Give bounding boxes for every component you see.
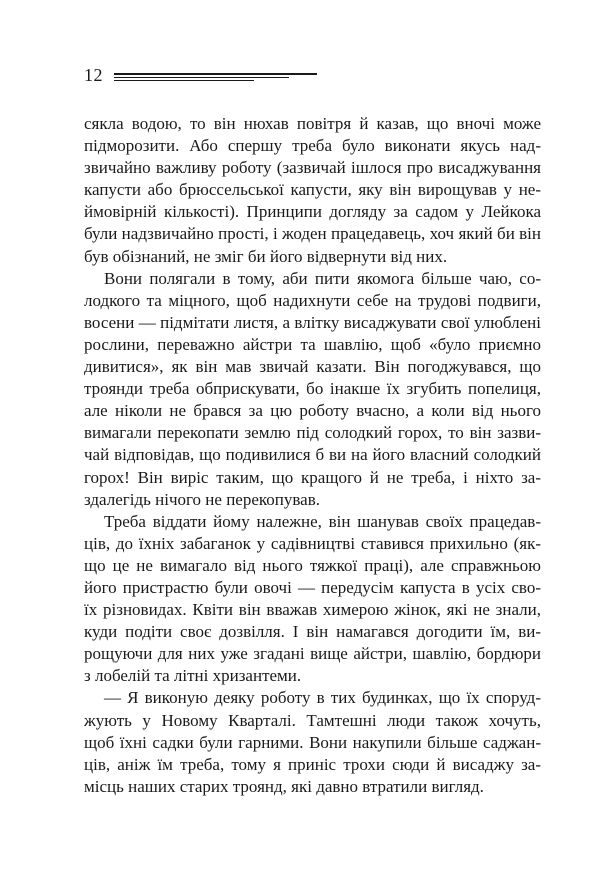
text-line: капусти або брюссельської капусти, яку він вирощував у не- — [84, 180, 541, 200]
header-rule-bottom — [114, 80, 254, 81]
text-line: але ніколи не брався за цю роботу вчасно, а коли від нього — [84, 401, 541, 421]
text-line: ців, до їхніх забаганок у садівництві ставився прихильно (як- — [84, 533, 541, 553]
text-line: його пристрастю були овочі — передусім капуста в усіх сво- — [84, 577, 541, 597]
text-line: щоб їхні садки були гарними. Вони накупили більше саджан- — [84, 732, 541, 752]
text-line: ців, аніж їм треба, тому я приніс трохи сюди й висаджу за- — [84, 754, 541, 774]
text-line: чай відповідав, що подивилися б ви на його власний солодкий — [84, 445, 541, 465]
text-line: з лобелій та літні хризантеми. — [84, 666, 302, 686]
text-line: місць наших старих троянд, які давно втратили вигляд. — [84, 776, 484, 796]
text-line: дивитися», як він мав звичай казати. Він погоджувався, що — [84, 357, 541, 377]
paragraph — [84, 511, 541, 688]
text-line: Вони полягали в тому, аби пити якомога більше чаю, со- — [104, 268, 541, 288]
text-line: рослини, переважно айстри та шавлію, щоб «було приємно — [84, 334, 541, 354]
text-line: — Я виконую деяку роботу в тих будинках, що їх споруд- — [104, 688, 541, 708]
body-text — [84, 113, 541, 798]
paragraph — [84, 268, 541, 511]
text-line: ймовірній кількості). Принципи догляду за садом у Лейкока — [84, 202, 541, 222]
text-line: їх різновидах. Квіти він вважав химерою жінок, які не знали, — [84, 600, 541, 620]
paragraph — [84, 113, 541, 268]
text-line: звичайно важливу роботу (зазвичай ішлося про висаджування — [84, 158, 541, 178]
text-line: жують у Новому Кварталі. Тамтешні люди також хочуть, — [84, 710, 541, 730]
header-rule-top — [114, 73, 317, 75]
text-line: вимагали перекопати землю під солодкий горох, то він зазви- — [84, 423, 541, 443]
text-line: був обізнаний, не зміг би його відвернути від них. — [84, 246, 448, 266]
text-line: куди подіти своє дозвілля. І він намагався догодити їм, ви- — [84, 622, 541, 642]
paragraph — [84, 687, 541, 797]
text-line: були надзвичайно прості, і жоден працедавець, хоч який би він — [84, 224, 541, 244]
text-line: горох! Він виріс таким, що кращого й не треба, і ніхто за- — [84, 467, 541, 487]
text-line: що це не вимагало від нього тяжкої праці), але справжньою — [84, 555, 541, 575]
text-line: троянди треба обприскувати, бо інакше їх згубить попелиця, — [84, 379, 541, 399]
text-line: здалегідь нічого не перекопував. — [84, 489, 320, 509]
header-rule-middle — [114, 77, 289, 78]
text-line: Треба віддати йому належне, він шанував своїх працедав- — [104, 511, 541, 531]
text-line: восени — підмітати листя, а влітку висаджувати свої улюблені — [84, 312, 541, 332]
text-line: рощуючи для них уже згадані вище айстри, шавлію, бордюри — [84, 644, 541, 664]
text-line: підморозити. Або спершу треба було виконати якусь над- — [84, 136, 541, 156]
text-line: сякла водою, то він нюхав повітря й казав, що вночі може — [84, 114, 541, 133]
text-line: лодкого та міцного, щоб надихнути себе на трудові подвиги, — [84, 290, 541, 310]
page-number: 12 — [84, 65, 103, 85]
